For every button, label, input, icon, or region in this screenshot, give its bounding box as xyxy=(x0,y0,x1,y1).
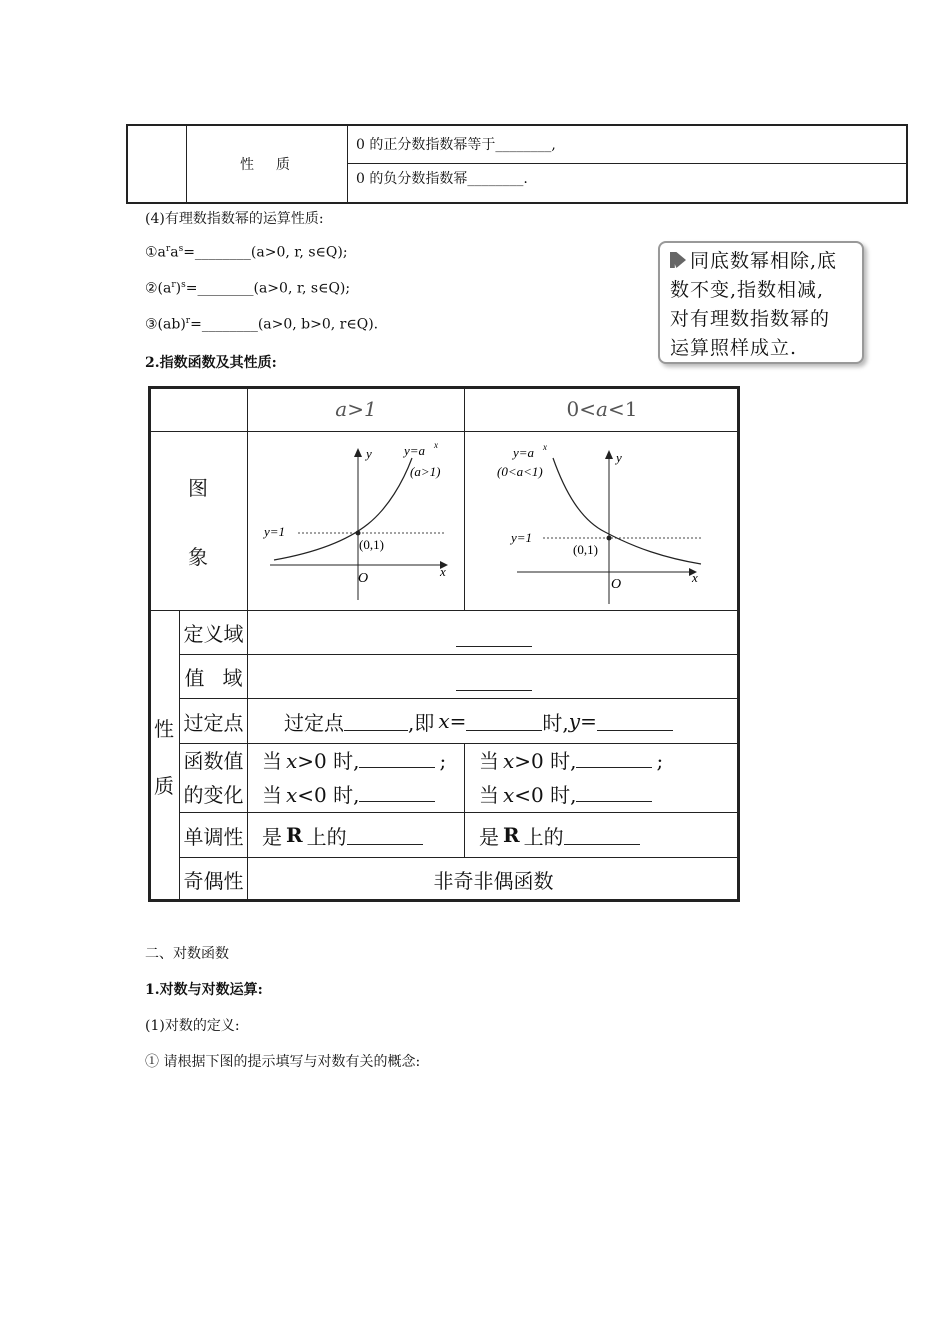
top-table-row2: 0 的负分数指数幂________. xyxy=(356,171,528,187)
graph1-point: (0,1) xyxy=(359,537,384,552)
monotonicity-a-lt-1: 是 R 上的 xyxy=(464,812,740,858)
top-table xyxy=(126,124,908,204)
note-line3: 对有理数指数幂的 xyxy=(670,308,831,330)
graph1-yaxis: y xyxy=(366,446,372,461)
header-a-gt-1: a>1 xyxy=(247,386,465,432)
exp-function-table xyxy=(148,386,740,902)
part2-sub2: (1)对数的定义: xyxy=(145,1018,240,1034)
graph2-func-sup: x xyxy=(543,442,547,452)
change-label: 函数值 的变化 xyxy=(179,743,248,813)
parity-value: 非奇非偶函数 xyxy=(247,857,740,902)
domain-blank xyxy=(456,628,532,647)
graph1-y1: y=1 xyxy=(264,524,286,539)
range-blank xyxy=(456,672,532,691)
note-line1: 同底数幂相除,底 xyxy=(690,250,838,272)
graph1-func: y=a xyxy=(404,443,426,458)
graph1-func-sup: x xyxy=(434,440,438,450)
graph1-cond: (a>1) xyxy=(410,464,441,479)
note-line4: 运算照样成立. xyxy=(670,337,798,359)
properties-label: 性 质 xyxy=(148,610,180,902)
top-table-empty-cell xyxy=(128,126,187,202)
top-table-row1: 0 的正分数指数幂等于________, xyxy=(356,137,556,153)
graph2-yaxis: y xyxy=(616,450,622,465)
note-box xyxy=(658,241,864,364)
fixed-point-label: 过定点 xyxy=(179,698,248,744)
part2-sub1: 1.对数与对数运算: xyxy=(145,982,263,998)
rule3: ③(ab)$^r$=________(a>0, b>0, r∈Q). xyxy=(145,316,379,333)
graph-cell-1 xyxy=(247,431,465,611)
note-line2: 数不变,指数相减, xyxy=(670,279,825,301)
parity-label: 奇偶性 xyxy=(179,857,248,902)
monotonicity-a-gt-1: 是 R 上的 xyxy=(247,812,465,858)
graph1-origin: O xyxy=(358,571,369,586)
exp-graph-increasing xyxy=(248,432,464,610)
section4-title: (4)有理数指数幂的运算性质: xyxy=(145,211,324,227)
range-label: 值 域 xyxy=(179,654,248,699)
graph2-origin: O xyxy=(611,577,622,592)
change-a-lt-1: 当 x>0 时, ; 当 x<0 时, xyxy=(464,743,740,813)
top-table-label: 性 质 xyxy=(187,126,348,202)
graph2-point: (0,1) xyxy=(573,542,598,557)
change-a-gt-1: 当 x>0 时, ; 当 x<0 时, xyxy=(247,743,465,813)
increasing-curve xyxy=(274,458,412,560)
graph2-func: y=a xyxy=(513,445,535,460)
rule1: $①a^ra^s=\_\_\_\_\_\_\_\_(a>0$, r, s∈Q); xyxy=(145,244,348,261)
part2-sub3: ① 请根据下图的提示填写与对数有关的概念: xyxy=(145,1054,421,1070)
monotonicity-label: 单调性 xyxy=(179,812,248,858)
range-value xyxy=(247,654,740,699)
rule2: $②(a^r)^s=\_\_\_\_\_\_\_\_(a>0$, r, s∈Q); xyxy=(145,280,351,297)
part2-title: 二、对数函数 xyxy=(145,946,229,962)
domain-value xyxy=(247,610,740,655)
arrow-marker-icon xyxy=(670,252,686,268)
graph-cell-2 xyxy=(464,431,740,611)
header-a-between: 0< a <1 xyxy=(464,386,740,432)
graph2-cond: (0<a<1) xyxy=(497,464,543,479)
section2-title: 2.指数函数及其性质: xyxy=(145,355,277,371)
graph2-y1: y=1 xyxy=(511,530,533,545)
graph1-xaxis: x xyxy=(440,564,446,579)
fixed-point-value: 过定点 ,即 x = 时, y = xyxy=(247,698,740,744)
exp-graph-decreasing xyxy=(465,432,739,610)
domain-label: 定义域 xyxy=(179,610,248,655)
graph-row-label: 图 象 xyxy=(148,431,248,611)
graph2-xaxis: x xyxy=(692,570,698,585)
